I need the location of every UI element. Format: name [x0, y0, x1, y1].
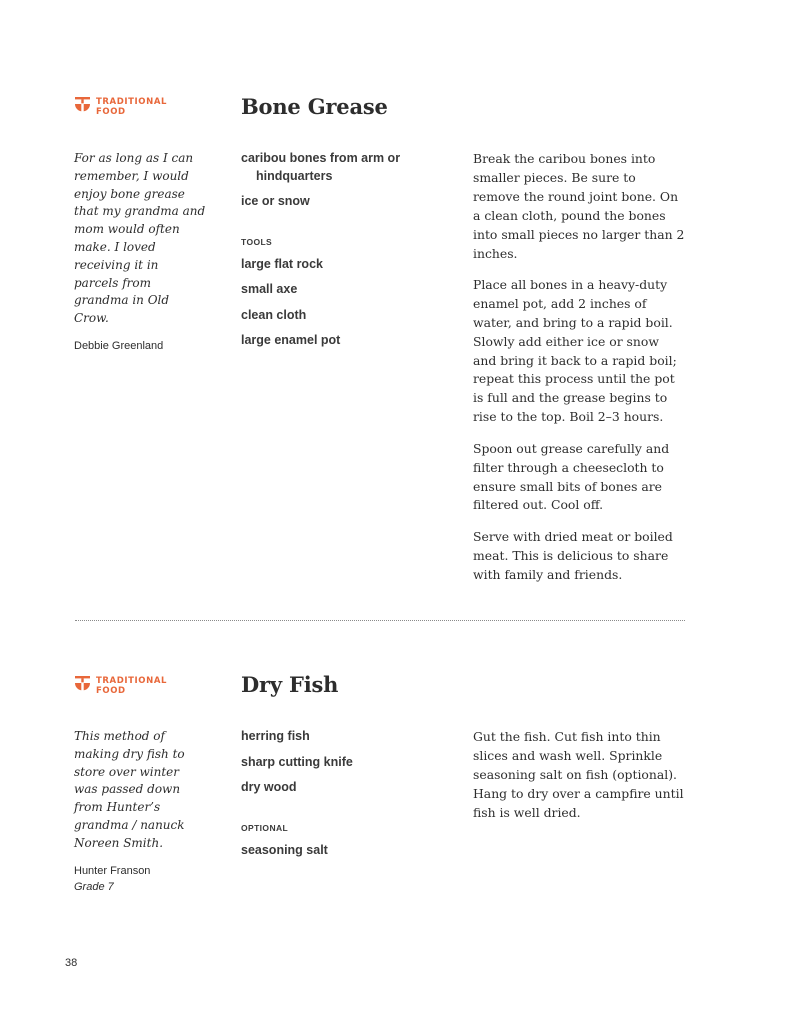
direction-step: Gut the fish. Cut fish into thin slices and wash well. Sprinkle seasoning salt on fish (optional). Hang to dry over a campfire until fish is well dried.: [473, 729, 684, 820]
bowl-icon: [74, 97, 91, 113]
category-tag: [74, 97, 167, 117]
recipe-title: Dry Fish: [241, 672, 339, 697]
tool-item: small axe: [241, 282, 298, 296]
tag-line-1: TRADITIONAL: [96, 97, 168, 107]
quote-column: [74, 150, 206, 354]
direction-step: Place all bones in a heavy-duty enamel pot, add 2 inches of water, and bring to a rapid boil. Slowly add either ice or snow and bring it back to a rapid boil; repeat this process until the pot is full and the grease begins to rise to the top. Boil 2–3 hours.: [473, 276, 677, 425]
bowl-icon: [74, 676, 91, 692]
quote-author: Hunter Franson: [74, 864, 151, 877]
section-divider: [75, 620, 685, 621]
quote-author: Debbie Greenland: [74, 339, 164, 352]
ingredient-item: ice or snow: [241, 194, 310, 208]
direction-step: Serve with dried meat or boiled meat. This is delicious to share with family and friends.: [473, 528, 673, 582]
author-grade: Grade 7: [74, 880, 114, 893]
page-number: 38: [65, 957, 78, 969]
ingredient-item: sharp cutting knife: [241, 754, 353, 769]
tools-heading: TOOLS: [241, 236, 273, 247]
ingredient-item: herring fish: [241, 729, 310, 743]
direction-step: Spoon out grease carefully and filter through a cheesecloth to ensure small bits of bones are filtered out. Cool off.: [473, 440, 670, 513]
tool-item: clean cloth: [241, 307, 307, 322]
ingredients-column: [241, 150, 441, 358]
optional-heading: OPTIONAL: [241, 822, 289, 833]
recipe-quote: This method of making dry fish to store over winter was passed down from Hunter’s grandma / nanuck Noreen Smith.: [74, 729, 185, 850]
optional-item: seasoning salt: [241, 842, 328, 857]
ingredients-column: [241, 728, 441, 867]
tool-item: large flat rock: [241, 256, 323, 271]
tag-line-2: FOOD: [96, 686, 126, 696]
tool-item: large enamel pot: [241, 333, 341, 347]
direction-step: Break the caribou bones into smaller pieces. Be sure to remove the round joint bone. On a clean cloth, pound the bones into small pieces no larger than 2 inches.: [473, 151, 685, 261]
category-tag: [74, 676, 167, 696]
tag-line-1: TRADITIONAL: [96, 676, 168, 686]
quote-column: [74, 728, 206, 895]
directions-column: [473, 728, 685, 835]
ingredient-item: dry wood: [241, 780, 297, 794]
directions-column: [473, 150, 685, 597]
recipe-quote: For as long as I can remember, I would enjoy bone grease that my grandma and mom would often make. I loved receiving it in parcels from grandma in Old Crow.: [74, 151, 206, 326]
recipe-title: Bone Grease: [241, 94, 388, 119]
ingredient-item: caribou bones from arm or hindquarters: [241, 151, 401, 183]
tag-line-2: FOOD: [96, 107, 126, 117]
